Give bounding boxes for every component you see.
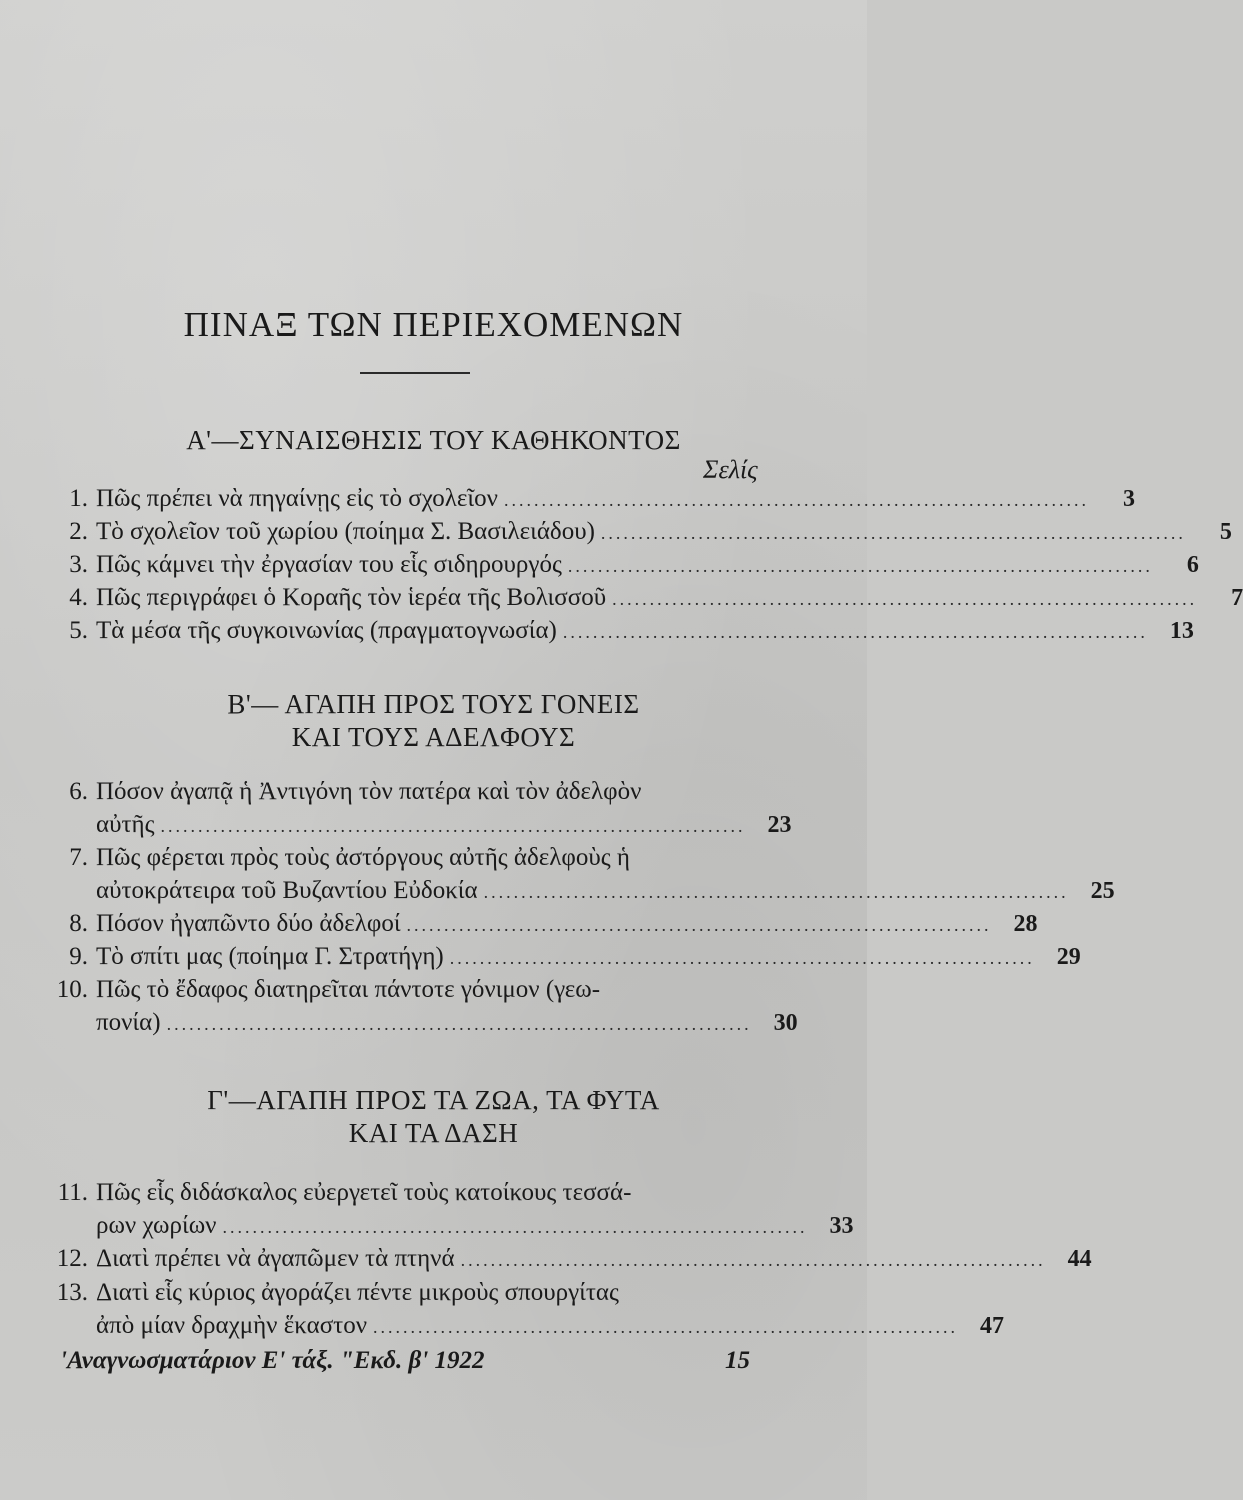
section-title-line: Γ'—ΑΓΑΠΗ ΠΡΟΣ ΤΑ ΖΩΑ, ΤΑ ΦΥΤΑ: [207, 1085, 660, 1115]
pages-column-header: Σελίς: [703, 455, 758, 484]
footer-imprint: 'Αναγνωσματάριον Ε' τάξ. "Εκδ. β' 1922: [60, 1347, 485, 1374]
entry-number: 13.: [56, 1279, 88, 1306]
entry-page: 47: [980, 1313, 1005, 1339]
entry-title: Πῶς φέρεται πρὸς τοὺς ἀστόργους αὐτῆς ἀδελφοὺς ἡ: [96, 844, 630, 871]
entry-page: 6: [1186, 552, 1199, 578]
entry-page: 33: [829, 1213, 854, 1239]
toc-entry-8: [44, 907, 1038, 942]
entry-title: Τὰ μέσα τῆς συγκοινωνίας (πραγματογνωσία): [96, 617, 557, 644]
dot-leader: ..............................................................................: [600, 523, 1186, 543]
toc-entry-4: [44, 581, 1243, 616]
section-title-line: ΚΑΙ ΤΟΥΣ ΑΔΕΛΦΟΥΣ: [291, 722, 576, 752]
toc-entry-10: [44, 973, 798, 1041]
entry-page: 28: [1013, 911, 1038, 937]
dot-leader: ..............................................................................: [449, 948, 1035, 968]
toc-entry-12: [44, 1242, 1092, 1277]
entry-title-continued: πονία): [96, 1009, 161, 1036]
entry-page: 23: [767, 812, 792, 838]
dot-leader: ..............................................................................: [503, 490, 1089, 510]
section-title-line: ΚΑΙ ΤΑ ΔΑΣΗ: [348, 1118, 519, 1148]
entry-title: Διατὶ εἷς κύριος ἀγοράζει πέντε μικροὺς σπουργίτας: [96, 1279, 619, 1306]
toc-entry-7: [44, 841, 1115, 909]
entry-title: Τὸ σπίτι μας (ποίημα Γ. Στρατήγη): [96, 943, 444, 970]
dot-leader: ..............................................................................: [160, 816, 746, 836]
footer-signature-number: 15: [725, 1347, 750, 1374]
entry-page: 25: [1090, 878, 1115, 904]
entry-number: 7.: [69, 844, 88, 871]
entry-page: 29: [1056, 944, 1081, 970]
section-title-line: Α'—ΣΥΝΑΙΣΘΗΣΙΣ ΤΟΥ ΚΑΘΗΚΟΝΤΟΣ: [186, 425, 681, 455]
entry-number: 3.: [69, 551, 88, 578]
entry-page: 5: [1219, 519, 1232, 545]
section-title-c: [0, 1084, 867, 1150]
dot-leader: ..............................................................................: [567, 556, 1153, 576]
entry-title: Τὸ σχολεῖον τοῦ χωρίου (ποίημα Σ. Βασιλειάδου): [96, 518, 595, 545]
toc-entry-1: [44, 482, 1135, 517]
entry-page: 7: [1231, 585, 1243, 611]
toc-entry-5: [44, 614, 1194, 649]
toc-entry-13: [44, 1276, 1005, 1344]
title-divider: [360, 372, 470, 374]
entry-number: 5.: [69, 617, 88, 644]
entry-title-continued: ρων χωρίων: [96, 1212, 217, 1239]
toc-entry-3: [44, 548, 1199, 583]
entry-title: Πόσον ἠγαπῶντο δύο ἀδελφοί: [96, 910, 401, 937]
entry-number: 9.: [69, 943, 88, 970]
entry-title: Πῶς τὸ ἔδαφος διατηρεῖται πάντοτε γόνιμον (γεω-: [96, 976, 601, 1003]
entry-title-continued: ἀπὸ μίαν δραχμὴν ἕκαστον: [96, 1312, 368, 1339]
entry-page: 13: [1169, 618, 1194, 644]
section-title-line: Β'— ΑΓΑΠΗ ΠΡΟΣ ΤΟΥΣ ΓΟΝΕΙΣ: [227, 689, 640, 719]
toc-entry-9: [44, 940, 1081, 975]
entry-number: 4.: [69, 584, 88, 611]
entry-number: 1.: [69, 485, 88, 512]
entry-page: 3: [1122, 486, 1135, 512]
dot-leader: ..............................................................................: [460, 1250, 1046, 1270]
toc-entry-11: [44, 1176, 854, 1244]
dot-leader: ..............................................................................: [166, 1014, 752, 1034]
toc-entry-2: [44, 515, 1232, 550]
entry-title: Πόσον ἀγαπᾷ ἡ Ἀντιγόνη τὸν πατέρα καὶ τὸν ἀδελφὸν: [96, 778, 642, 805]
entry-title: Πῶς πρέπει νὰ πηγαίνῃς εἰς τὸ σχολεῖον: [96, 485, 498, 512]
dot-leader: ..............................................................................: [562, 622, 1148, 642]
page-footer: [60, 1347, 750, 1375]
toc-entry-6: [44, 775, 792, 843]
entry-title-continued: αὐτῆς: [96, 811, 155, 838]
entry-number: 8.: [69, 910, 88, 937]
entry-title: Πῶς περιγράφει ὁ Κοραῆς τὸν ἱερέα τῆς Βολισσοῦ: [96, 584, 607, 611]
entry-title: Πῶς κάμνει τὴν ἐργασίαν του εἷς σιδηρουργός: [96, 551, 562, 578]
dot-leader: ..............................................................................: [373, 1317, 959, 1337]
entry-title: Πῶς εἷς διδάσκαλος εὐεργετεῖ τοὺς κατοίκους τεσσά-: [96, 1179, 632, 1206]
entry-title-continued: αὐτοκράτειρα τοῦ Βυζαντίου Εὐδοκία: [96, 877, 478, 904]
entry-number: 2.: [69, 518, 88, 545]
section-title-a: [0, 424, 867, 457]
dot-leader: ..............................................................................: [483, 882, 1069, 902]
section-title-b: [0, 688, 867, 754]
dot-leader: ..............................................................................: [222, 1217, 808, 1237]
entry-number: 10.: [56, 976, 88, 1003]
entry-number: 11.: [57, 1179, 88, 1206]
entry-number: 12.: [56, 1245, 88, 1272]
entry-title: Διατὶ πρέπει νὰ ἀγαπῶμεν τὰ πτηνά: [96, 1245, 455, 1272]
entry-page: 30: [773, 1010, 798, 1036]
entry-number: 6.: [69, 778, 88, 805]
dot-leader: ..............................................................................: [406, 915, 992, 935]
entry-page: 44: [1067, 1246, 1092, 1272]
page-title: ΠΙΝΑΞ ΤΩΝ ΠΕΡΙΕΧΟΜΕΝΩΝ: [183, 305, 684, 344]
dot-leader: ..............................................................................: [612, 589, 1198, 609]
